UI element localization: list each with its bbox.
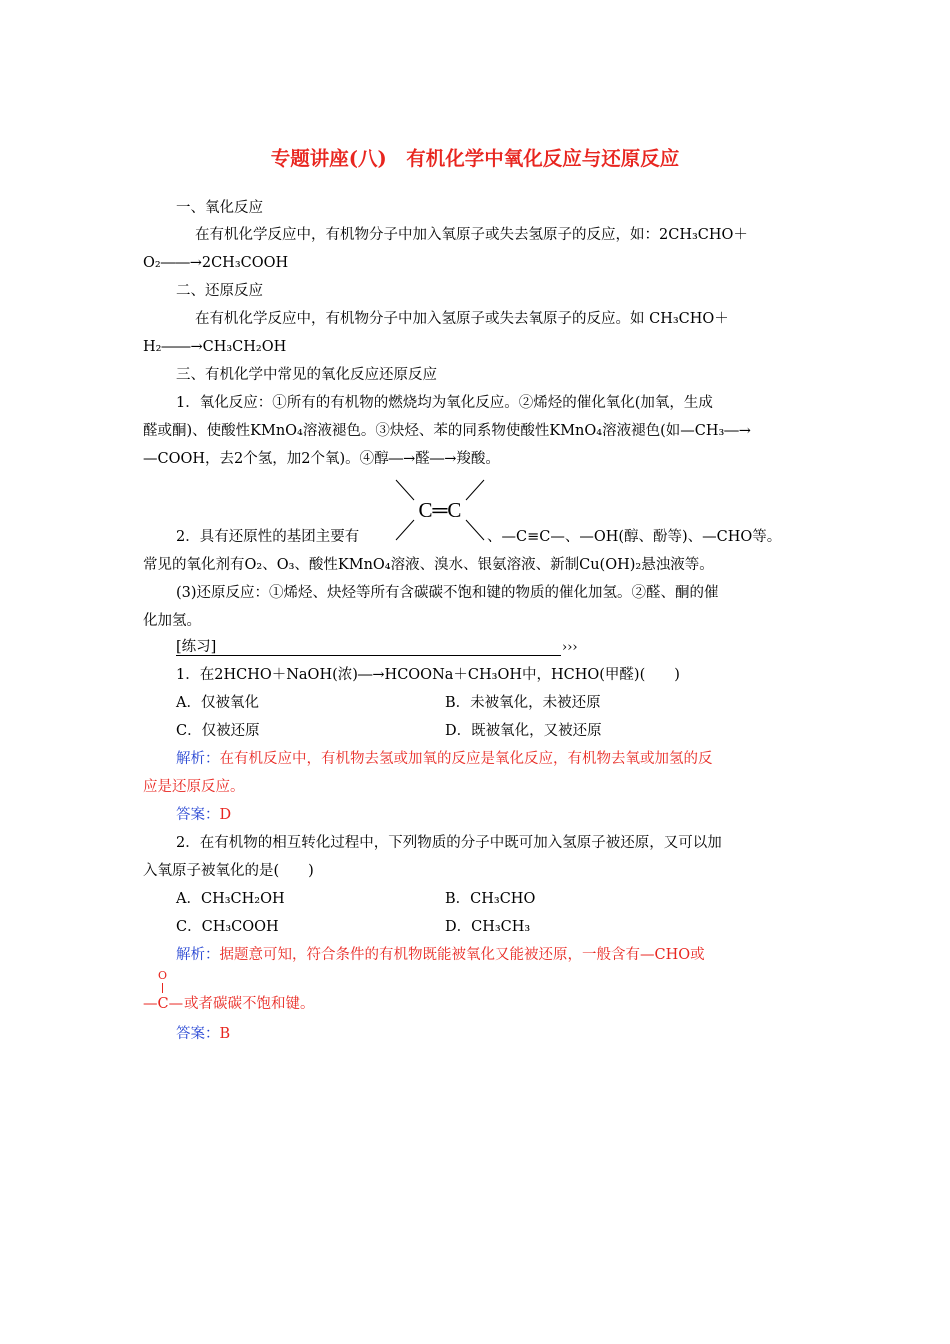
practice-divider (176, 655, 561, 656)
q2-option-d: D．CH₃CH₃ (445, 919, 531, 935)
q2-option-a: A．CH₃CH₂OH (176, 891, 285, 907)
q2-analysis-label: 解析： (176, 947, 220, 963)
q1-stem: 1．在2HCHO＋NaOH(浓)―→HCOONa＋CH₃OH中，HCHO(甲醛)( ) (176, 667, 680, 683)
q1-answer-label: 答案： (176, 807, 220, 823)
section-heading-common-reactions: 三、有机化学中常见的氧化反应还原反应 (176, 367, 437, 383)
q1-analysis-label: 解析： (176, 751, 220, 767)
q2-option-b: B．CH₃CHO (445, 891, 536, 907)
oxidation-item-line3: —COOH，去2个氢，加2个氧)。④醇―→醛―→羧酸。 (143, 451, 500, 467)
oxidation-definition-line2: O₂――→2CH₃COOH (143, 255, 289, 271)
page-title: 专题讲座(八) 有机化学中氧化反应与还原反应 (270, 147, 680, 170)
section-heading-oxidation: 一、氧化反应 (176, 200, 263, 216)
q2-analysis-line1: 据题意可知，符合条件的有机物既能被氧化又能被还原，一般含有—CHO或 (219, 947, 705, 963)
q1-analysis-line1: 在有机反应中，有机物去氢或加氧的反应是氧化反应，有机物去氧或加氢的反 (219, 751, 713, 767)
q2-stem-line2: 入氧原子被氧化的是( ) (143, 863, 314, 879)
reducing-groups-suffix: 、—C≡C—、—OH(醇、酚等)、—CHO等。 (487, 529, 782, 545)
alkene-double-bond-structure (390, 474, 490, 546)
q1-option-d: D．既被氧化，又被还原 (445, 723, 602, 739)
reduction-item-line1: (3)还原反应：①烯烃、炔烃等所有含碳碳不饱和键的物质的催化加氢。②醛、酮的催 (176, 585, 719, 601)
oxidation-definition-line1: 在有机化学反应中，有机物分子中加入氧原子或失去氢原子的反应，如：2CH₃CHO＋ (195, 227, 748, 243)
reduction-definition-line1: 在有机化学反应中，有机物分子中加入氢原子或失去氧原子的反应。如 CH₃CHO＋ (195, 311, 729, 327)
q2-option-c: C．CH₃COOH (176, 919, 279, 935)
oxidation-item-line1: 1．氧化反应：①所有的有机物的燃烧均为氧化反应。②烯烃的催化氧化(加氧，生成 (176, 395, 713, 411)
q1-option-b: B．未被氧化，未被还原 (445, 695, 601, 711)
q1-analysis-line2: 应是还原反应。 (143, 779, 245, 795)
oxidizing-agents-line: 常见的氧化剂有O₂、O₃、酸性KMnO₄溶液、溴水、银氨溶液、新制Cu(OH)₂悬浊液等。 (143, 557, 714, 573)
reduction-item-line2: 化加氢。 (143, 613, 201, 629)
q2-analysis-line2: 或者碳碳不饱和键。 (184, 996, 315, 1012)
carbonyl-group: —C— (143, 996, 184, 1012)
oxidation-item-line2: 醛或酮)、使酸性KMnO₄溶液褪色。③炔烃、苯的同系物使酸性KMnO₄溶液褪色(如—CH₃―→ (143, 423, 751, 439)
q2-answer: B (219, 1026, 231, 1042)
q1-option-c: C．仅被还原 (176, 723, 260, 739)
reduction-definition-line2: H₂――→CH₃CH₂OH (143, 339, 287, 355)
practice-arrows-icon: ››› (562, 640, 578, 655)
cc-symbol: C═C (418, 498, 462, 522)
reducing-groups-prefix: 2．具有还原性的基团主要有 (176, 529, 360, 545)
q2-answer-label: 答案： (176, 1026, 220, 1042)
q2-stem-line1: 2．在有机物的相互转化过程中，下列物质的分子中既可加入氢原子被还原，又可以加 (176, 835, 722, 851)
section-heading-reduction: 二、还原反应 (176, 283, 263, 299)
carbonyl-oxygen: O (158, 969, 168, 982)
q1-option-a: A．仅被氧化 (176, 695, 259, 711)
practice-label: [练习] (176, 639, 217, 655)
carbonyl-double-bond (162, 983, 163, 993)
q1-answer: D (219, 807, 232, 823)
